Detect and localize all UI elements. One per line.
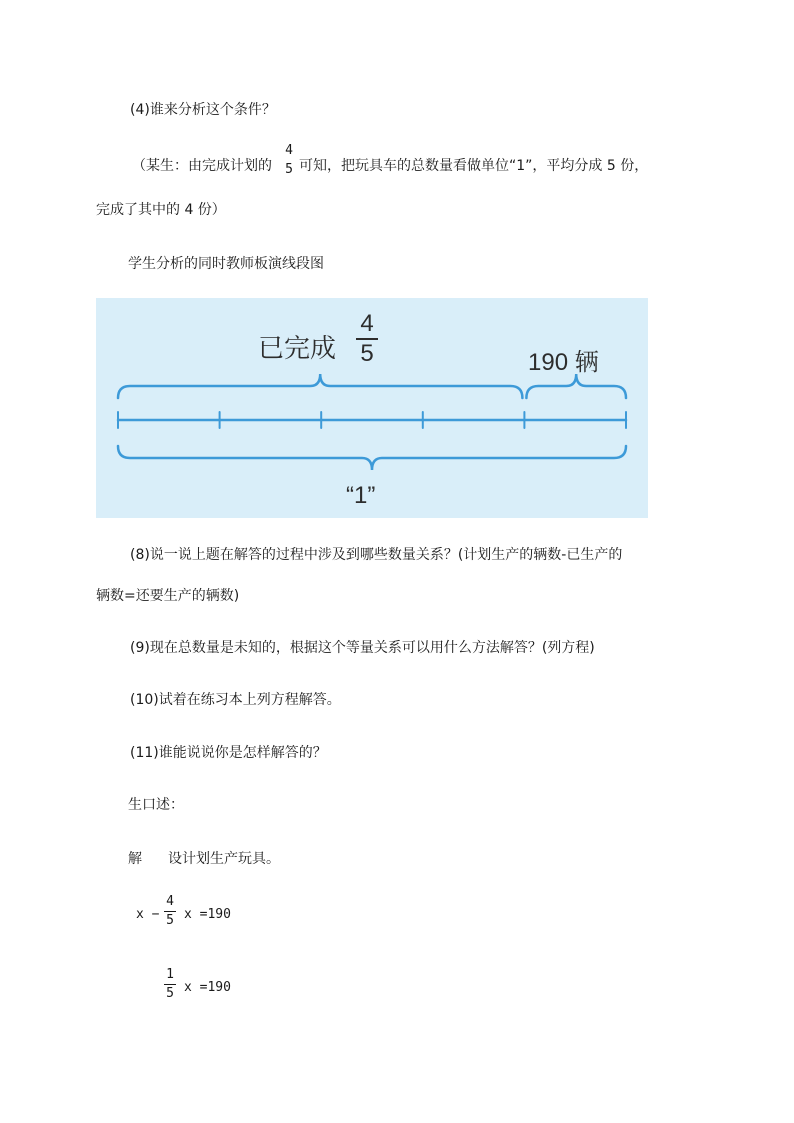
equation-1-prefix: x − — [136, 907, 160, 922]
answer-4-part-c: 完成了其中的 4 份） — [96, 202, 226, 218]
completed-label: 已完成 — [258, 333, 337, 363]
inline-fraction-denominator: 5 — [285, 162, 293, 177]
line-segment-diagram — [96, 298, 648, 518]
equation-2-denominator: 5 — [166, 986, 174, 1001]
completed-fraction-numerator: 4 — [360, 310, 374, 337]
equation-2-fraction — [164, 967, 176, 1002]
equation-1-suffix: x =190 — [184, 907, 231, 922]
unit-label: “1” — [346, 482, 376, 509]
question-11: (11)谁能说说你是怎样解答的？ — [130, 745, 327, 761]
oral-label: 生口述： — [128, 797, 184, 813]
equation-2-suffix: x =190 — [184, 980, 231, 995]
solve-text: 设计划生产玩具。 — [168, 851, 280, 867]
teacher-note: 学生分析的同时教师板演线段图 — [128, 256, 324, 272]
equation-1-denominator: 5 — [166, 913, 174, 928]
question-10: (10)试着在练习本上列方程解答。 — [130, 692, 341, 708]
answer-4-part-a: （某生：由完成计划的 — [132, 158, 272, 174]
equation-1-fraction — [164, 894, 176, 929]
equation-1-numerator: 4 — [166, 894, 174, 909]
remaining-brace — [526, 374, 626, 398]
whole-brace — [118, 446, 626, 470]
question-4: (4)谁来分析这个条件？ — [130, 102, 276, 118]
inline-fraction-numerator: 4 — [285, 143, 293, 158]
question-8-part-b: 辆数=还要生产的辆数) — [96, 588, 240, 604]
equation-2-numerator: 1 — [166, 967, 174, 982]
completed-fraction-denominator: 5 — [360, 340, 374, 367]
question-9: (9)现在总数量是未知的，根据这个等量关系可以用什么方法解答？(列方程) — [130, 640, 595, 656]
answer-4-part-b: 可知，把玩具车的总数量看做单位“1”，平均分成 5 份， — [299, 158, 649, 174]
remaining-label: 190 辆 — [528, 349, 599, 376]
completed-brace — [118, 374, 522, 398]
completed-fraction — [356, 310, 378, 368]
question-8-part-a: (8)说一说上题在解答的过程中涉及到哪些数量关系？(计划生产的辆数-已生产的 — [130, 547, 623, 563]
solve-label: 解 — [128, 851, 142, 867]
inline-fraction — [282, 143, 296, 178]
